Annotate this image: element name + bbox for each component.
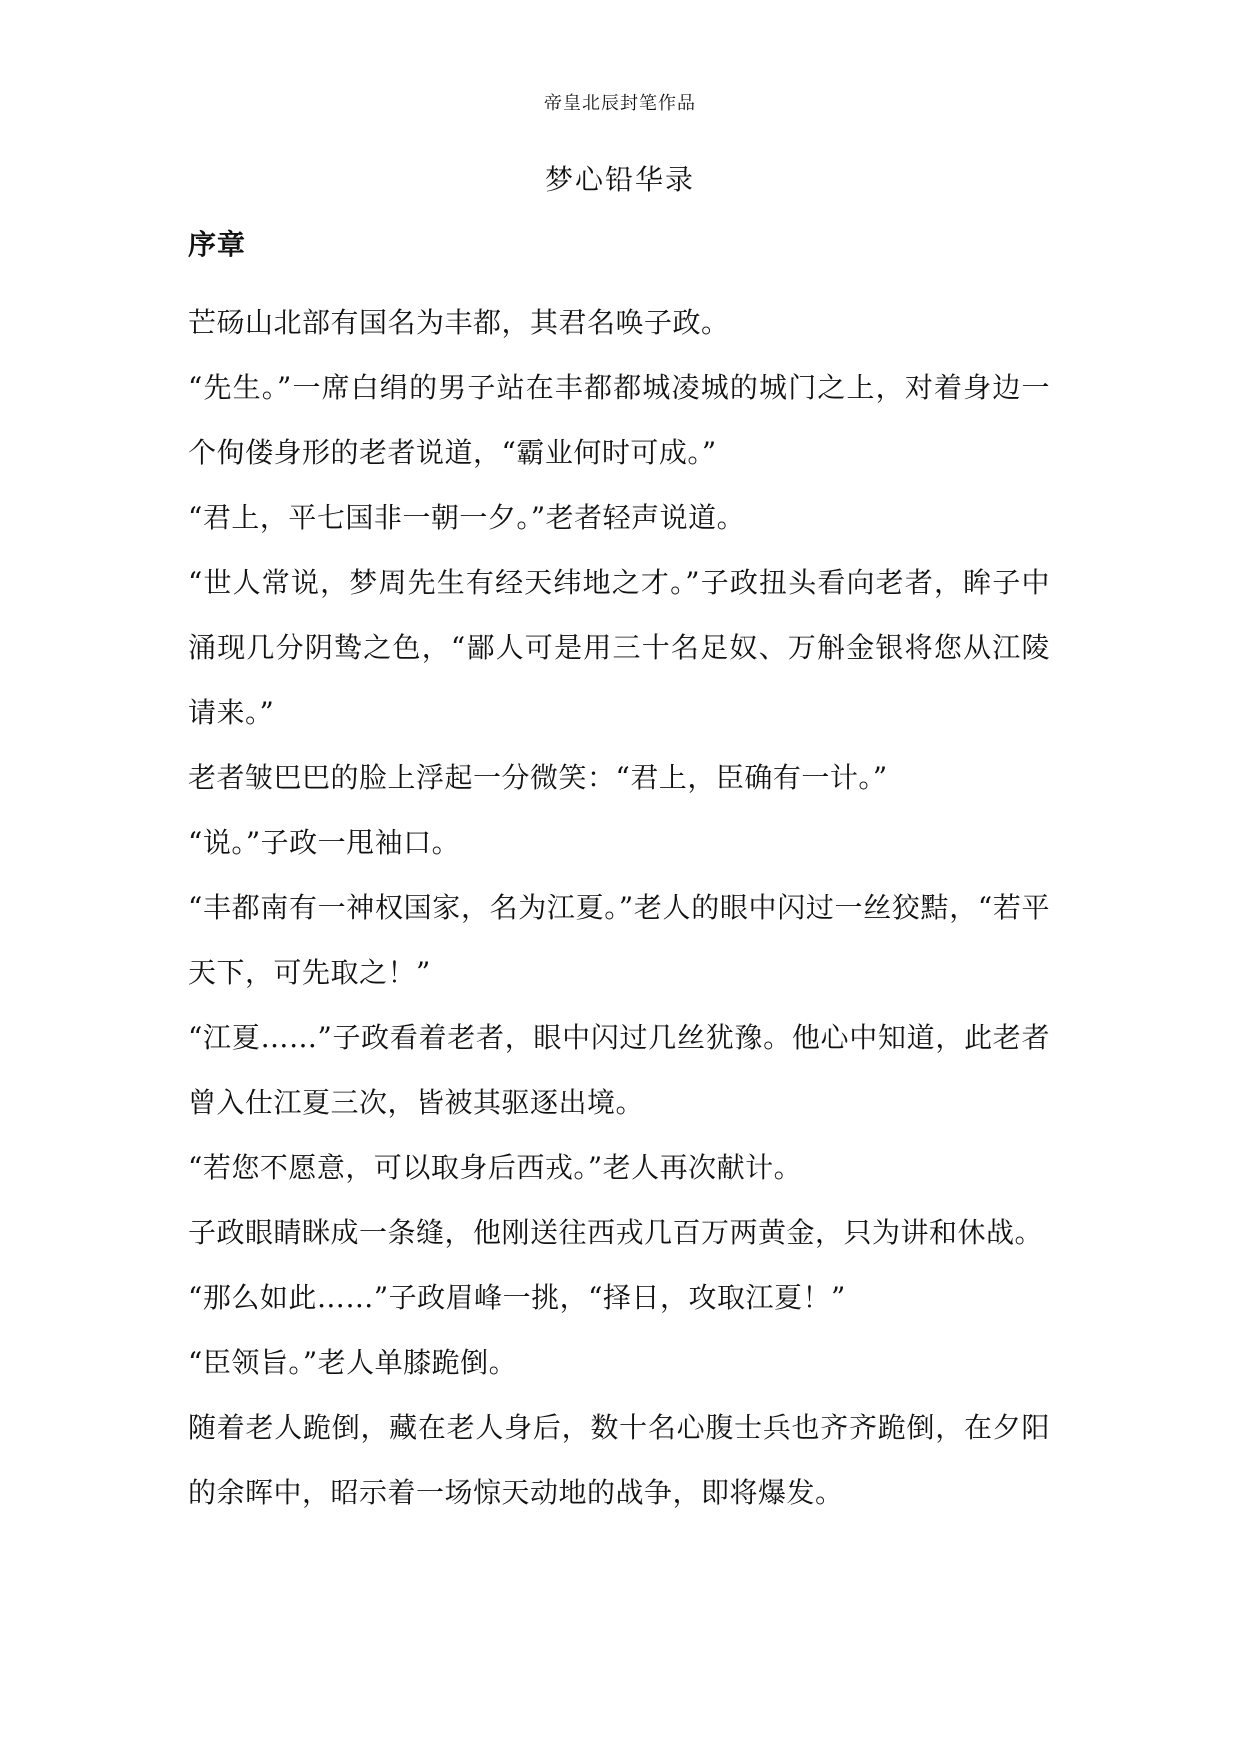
paragraph: 子政眼睛眯成一条缝，他刚送往西戎几百万两黄金，只为讲和休战。	[188, 1216, 1044, 1249]
paragraph: “若您不愿意，可以取身后西戎。”老人再次献计。	[188, 1151, 803, 1184]
paragraph: “说。”子政一甩袖口。	[188, 826, 461, 859]
document-body	[188, 290, 1050, 1525]
paragraph: “臣领旨。”老人单膝跪倒。	[188, 1346, 518, 1379]
document-title: 梦心铅华录	[544, 163, 695, 196]
paragraph: “江夏……”子政看着老者，眼中闪过几丝犹豫。他心中知道，此老者曾入仕江夏三次，皆被其驱逐出境。	[188, 1021, 1050, 1119]
paragraph: “先生。”一席白绢的男子站在丰都都城凌城的城门之上，对着身边一个佝偻身形的老者说道，“霸业何时可成。”	[188, 371, 1050, 469]
paragraph: 随着老人跪倒，藏在老人身后，数十名心腹士兵也齐齐跪倒，在夕阳的余晖中，昭示着一场惊天动地的战争，即将爆发。	[188, 1411, 1050, 1509]
paragraph: “那么如此……”子政眉峰一挑，“择日，攻取江夏！”	[188, 1281, 846, 1314]
paragraph: “君上，平七国非一朝一夕。”老者轻声说道。	[188, 501, 746, 534]
paragraph: “丰都南有一神权国家，名为江夏。”老人的眼中闪过一丝狡黠，“若平天下，可先取之！”	[188, 891, 1050, 989]
paragraph: 芒砀山北部有国名为丰都，其君名唤子政。	[188, 306, 730, 339]
paragraph: “世人常说，梦周先生有经天纬地之才。”子政扭头看向老者，眸子中涌现几分阴鸷之色，“鄙人可是用三十名足奴、万斛金银将您从江陵请来。”	[188, 566, 1050, 729]
chapter-heading: 序章	[188, 228, 247, 261]
running-header: 帝皇北辰封笔作品	[544, 93, 696, 114]
paragraph: 老者皱巴巴的脸上浮起一分微笑：“君上，臣确有一计。”	[188, 761, 888, 794]
